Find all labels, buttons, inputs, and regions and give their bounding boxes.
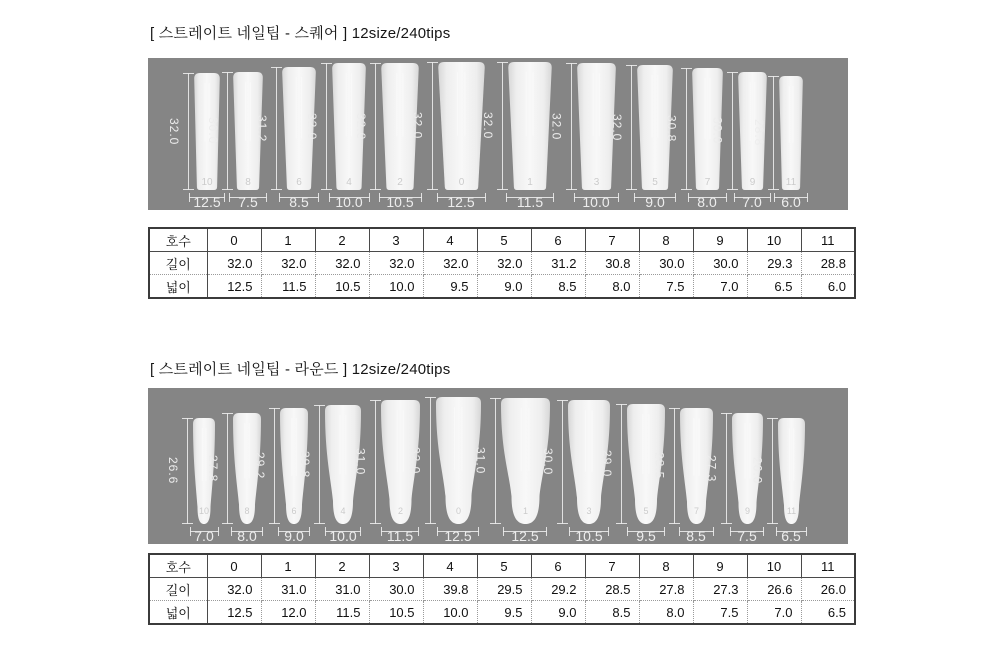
measure-line: [430, 397, 431, 524]
measure-line: [631, 65, 632, 190]
table-row: [149, 578, 855, 601]
tip-highlight-streak: [202, 428, 203, 481]
nail-tip-shape: [507, 62, 553, 191]
nail-tip-size-photo: [148, 388, 848, 544]
measure-line: [773, 76, 774, 190]
tip-mold-number: 6: [296, 177, 302, 188]
tip-highlight-streak: [642, 414, 643, 474]
tip-mold-number: 0: [455, 506, 461, 516]
tip-highlight-streak: [244, 423, 245, 479]
row-header: 호수: [149, 228, 207, 252]
width-value-cell: 8.5: [585, 601, 639, 625]
size-number-cell: 8: [639, 228, 693, 252]
length-value-cell: 29.2: [531, 578, 585, 601]
width-label: 11.5: [386, 528, 414, 544]
length-label: 31.2: [255, 114, 269, 143]
width-label: 10.0: [582, 194, 610, 210]
length-value-cell: 31.2: [531, 252, 585, 275]
nail-tip-body: [508, 62, 551, 190]
tip-highlight-streak: [339, 415, 340, 475]
length-label: 26.6: [166, 457, 180, 485]
width-label: 7.5: [238, 194, 258, 210]
row-header: 호수: [149, 554, 207, 578]
width-value-cell: 7.0: [693, 275, 747, 299]
tip-highlight-streak: [526, 72, 527, 136]
width-value-cell: 10.5: [369, 601, 423, 625]
tip-mold-number: 1: [527, 177, 533, 188]
width-value-cell: 9.5: [477, 601, 531, 625]
tip-highlight-streak: [693, 418, 694, 476]
table-row: [149, 252, 855, 275]
length-value-cell: 30.0: [369, 578, 423, 601]
tip-highlight-streak: [396, 410, 397, 472]
measure-line: [187, 418, 188, 524]
width-value-cell: 9.0: [531, 601, 585, 625]
measure-line: [227, 413, 228, 524]
size-number-cell: 6: [531, 228, 585, 252]
width-value-cell: 11.5: [261, 275, 315, 299]
width-label: 12.5: [193, 194, 221, 210]
length-value-cell: 32.0: [207, 578, 261, 601]
tip-highlight-streak: [346, 73, 347, 137]
length-label: 32.0: [410, 112, 425, 140]
width-label: 8.0: [237, 528, 257, 544]
width-value-cell: 10.5: [315, 275, 369, 299]
measure-line: [686, 68, 687, 190]
length-label: 28.8: [752, 119, 766, 147]
size-number-cell: 0: [207, 228, 261, 252]
length-value-cell: 32.0: [315, 252, 369, 275]
tip-highlight-streak: [461, 407, 462, 471]
tip-mold-number: 4: [346, 177, 352, 188]
measure-line: [375, 63, 376, 190]
tip-mold-number: 7: [693, 506, 699, 516]
width-label: 7.0: [742, 194, 762, 210]
measure-line: [326, 63, 327, 190]
width-value-cell: 6.0: [801, 275, 855, 299]
measure-line: [562, 400, 563, 524]
row-header: 넓이: [149, 601, 207, 625]
length-label: 30.0: [541, 448, 555, 476]
width-label: 10.5: [575, 528, 603, 544]
tip-mold-number: 9: [749, 177, 755, 188]
width-value-cell: 6.5: [747, 275, 801, 299]
length-label: 30.0: [206, 117, 220, 145]
width-label: 8.0: [697, 194, 717, 210]
tip-highlight-streak: [464, 72, 465, 136]
length-label: 32.0: [305, 112, 319, 141]
length-label: 32.0: [481, 112, 495, 140]
section-title: [ 스트레이트 네일팁 - 라운드 ] 12size/240tips: [150, 361, 451, 378]
tip-highlight-streak: [250, 82, 251, 141]
table-row: [149, 601, 855, 625]
tip-highlight-streak: [598, 73, 599, 137]
width-label: 7.0: [194, 528, 214, 544]
table-row: [149, 228, 855, 252]
length-label: 32.0: [549, 112, 564, 141]
measure-line: [502, 62, 503, 190]
nail-tip-body: [438, 62, 484, 190]
measure-line: [432, 62, 433, 190]
tip-highlight-streak: [402, 73, 403, 137]
width-value-cell: 6.5: [801, 601, 855, 625]
length-value-cell: 31.0: [315, 578, 369, 601]
tip-highlight-streak: [792, 86, 793, 143]
length-value-cell: 31.0: [261, 578, 315, 601]
size-number-cell: 9: [693, 228, 747, 252]
length-label: 30.0: [710, 117, 725, 145]
length-value-cell: 28.5: [585, 578, 639, 601]
tip-mold-number: 3: [586, 506, 592, 516]
width-label: 8.5: [686, 528, 706, 544]
width-value-cell: 8.0: [585, 275, 639, 299]
tip-mold-number: 9: [744, 506, 750, 516]
length-label: 26.0: [750, 457, 765, 485]
width-value-cell: 10.0: [369, 275, 423, 299]
tip-highlight-streak: [454, 407, 455, 471]
width-label: 10.0: [329, 528, 357, 544]
measure-line: [319, 405, 320, 524]
measure-line: [495, 398, 496, 524]
width-value-cell: 11.5: [315, 601, 369, 625]
size-number-cell: 3: [369, 554, 423, 578]
length-value-cell: 26.6: [747, 578, 801, 601]
length-value-cell: 27.3: [693, 578, 747, 601]
width-label: 12.5: [444, 528, 472, 544]
tip-highlight-streak: [291, 418, 292, 476]
tip-mold-number: 1: [522, 506, 528, 516]
length-value-cell: 32.0: [261, 252, 315, 275]
row-header: 길이: [149, 578, 207, 601]
nail-tip-shape: [777, 418, 806, 525]
length-value-cell: 29.5: [477, 578, 531, 601]
length-label: 27.3: [704, 454, 719, 483]
width-label: 8.5: [289, 194, 309, 210]
length-label: 28.5: [652, 452, 667, 480]
width-label: 6.0: [781, 194, 801, 210]
size-number-cell: 8: [639, 554, 693, 578]
tip-highlight-streak: [788, 428, 789, 481]
size-number-cell: 6: [531, 554, 585, 578]
size-number-cell: 0: [207, 554, 261, 578]
tip-mold-number: 11: [786, 506, 796, 516]
size-spec-table: [148, 553, 856, 625]
measure-line: [571, 63, 572, 190]
tip-highlight-streak: [402, 410, 403, 472]
measure-line: [772, 418, 773, 524]
width-label: 10.0: [335, 194, 363, 210]
tip-mold-number: 10: [201, 177, 213, 188]
tip-highlight-streak: [345, 415, 346, 475]
width-label: 10.5: [386, 194, 414, 210]
length-value-cell: 28.8: [801, 252, 855, 275]
length-label: 27.8: [206, 454, 220, 483]
length-value-cell: 27.8: [639, 578, 693, 601]
size-number-cell: 4: [423, 228, 477, 252]
tip-mold-number: 2: [397, 506, 403, 516]
measure-line: [227, 72, 228, 190]
width-value-cell: 7.0: [747, 601, 801, 625]
size-number-cell: 4: [423, 554, 477, 578]
width-value-cell: 12.5: [207, 601, 261, 625]
length-label: 32.0: [408, 446, 423, 475]
tip-highlight-streak: [657, 75, 658, 138]
width-label: 12.5: [447, 194, 475, 210]
length-value-cell: 32.0: [423, 252, 477, 275]
size-number-cell: 2: [315, 554, 369, 578]
width-value-cell: 12.0: [261, 601, 315, 625]
tip-highlight-streak: [789, 86, 790, 143]
length-label: 29.2: [253, 452, 267, 480]
size-number-cell: 11: [801, 554, 855, 578]
width-label: 12.5: [511, 528, 539, 544]
width-label: 11.5: [516, 194, 544, 210]
measure-line: [732, 72, 733, 190]
size-number-cell: 2: [315, 228, 369, 252]
tip-mold-number: 5: [643, 506, 649, 516]
length-value-cell: 32.0: [477, 252, 531, 275]
size-number-cell: 5: [477, 554, 531, 578]
tip-highlight-streak: [245, 82, 246, 141]
measure-line: [375, 400, 376, 524]
measure-line: [188, 73, 189, 190]
section-title: [ 스트레이트 네일팁 - 스퀘어 ] 12size/240tips: [150, 25, 451, 42]
width-value-cell: 9.5: [423, 275, 477, 299]
length-label: 29.0: [600, 450, 614, 478]
length-label: 39.8: [298, 450, 312, 479]
length-label: 32.0: [354, 112, 368, 141]
tip-highlight-streak: [744, 423, 745, 479]
width-label: 9.0: [645, 194, 665, 210]
width-value-cell: 8.0: [639, 601, 693, 625]
size-number-cell: 7: [585, 228, 639, 252]
width-value-cell: 9.0: [477, 275, 531, 299]
tip-highlight-streak: [648, 414, 649, 474]
length-value-cell: 30.8: [585, 252, 639, 275]
tip-mold-number: 6: [291, 506, 297, 516]
width-value-cell: 7.5: [693, 601, 747, 625]
tip-mold-number: 10: [198, 506, 210, 516]
length-label: 32.0: [610, 113, 624, 142]
size-spec-table: [148, 227, 856, 299]
width-label: 7.5: [737, 528, 757, 544]
length-value-cell: 39.8: [423, 578, 477, 601]
tip-mold-number: 0: [458, 177, 464, 188]
tip-highlight-streak: [793, 428, 794, 481]
size-number-cell: 10: [747, 228, 801, 252]
size-number-cell: 5: [477, 228, 531, 252]
nail-tip-shape: [778, 76, 804, 191]
length-value-cell: 32.0: [207, 252, 261, 275]
tip-highlight-streak: [249, 423, 250, 479]
tip-highlight-streak: [533, 72, 534, 136]
length-label: 31.0: [473, 447, 488, 475]
size-number-cell: 7: [585, 554, 639, 578]
length-value-cell: 30.0: [639, 252, 693, 275]
length-value-cell: 32.0: [369, 252, 423, 275]
nail-tip-size-photo: [148, 58, 848, 210]
length-label: 32.0: [167, 117, 181, 146]
tip-highlight-streak: [296, 77, 297, 139]
tip-mold-number: 8: [245, 177, 251, 188]
width-value-cell: 7.5: [639, 275, 693, 299]
size-number-cell: 1: [261, 228, 315, 252]
tip-highlight-streak: [651, 75, 652, 138]
length-value-cell: 30.0: [693, 252, 747, 275]
tip-mold-number: 7: [704, 177, 710, 188]
measure-line: [674, 408, 675, 524]
size-number-cell: 10: [747, 554, 801, 578]
size-number-cell: 1: [261, 554, 315, 578]
tip-highlight-streak: [520, 408, 521, 471]
tip-mold-number: 4: [340, 506, 346, 516]
length-label: 31.0: [353, 448, 368, 476]
tip-mold-number: 11: [785, 177, 797, 188]
width-value-cell: 8.5: [531, 275, 585, 299]
size-number-cell: 11: [801, 228, 855, 252]
width-label: 6.5: [781, 528, 801, 544]
tip-highlight-streak: [396, 73, 397, 137]
table-row: [149, 275, 855, 299]
length-label: 30.8: [664, 115, 679, 143]
tip-highlight-streak: [698, 418, 699, 476]
length-value-cell: 26.0: [801, 578, 855, 601]
row-header: 길이: [149, 252, 207, 275]
measure-line: [274, 408, 275, 524]
size-number-cell: 9: [693, 554, 747, 578]
tip-highlight-streak: [456, 72, 457, 136]
tip-mold-number: 3: [593, 177, 599, 188]
measure-line: [726, 413, 727, 524]
nail-tip-body: [779, 76, 803, 190]
length-value-cell: 29.3: [747, 252, 801, 275]
tip-highlight-streak: [704, 78, 705, 139]
tip-highlight-streak: [592, 410, 593, 472]
tip-highlight-streak: [592, 73, 593, 137]
width-value-cell: 10.0: [423, 601, 477, 625]
width-label: 9.0: [284, 528, 304, 544]
tip-mold-number: 8: [244, 506, 250, 516]
size-number-cell: 3: [369, 228, 423, 252]
measure-line: [276, 67, 277, 190]
width-value-cell: 12.5: [207, 275, 261, 299]
tip-highlight-streak: [585, 410, 586, 472]
row-header: 넓이: [149, 275, 207, 299]
tip-mold-number: 2: [397, 177, 403, 188]
tip-highlight-streak: [528, 408, 529, 471]
measure-line: [621, 404, 622, 524]
width-label: 9.5: [636, 528, 656, 544]
table-row: [149, 554, 855, 578]
tip-mold-number: 5: [652, 177, 658, 188]
